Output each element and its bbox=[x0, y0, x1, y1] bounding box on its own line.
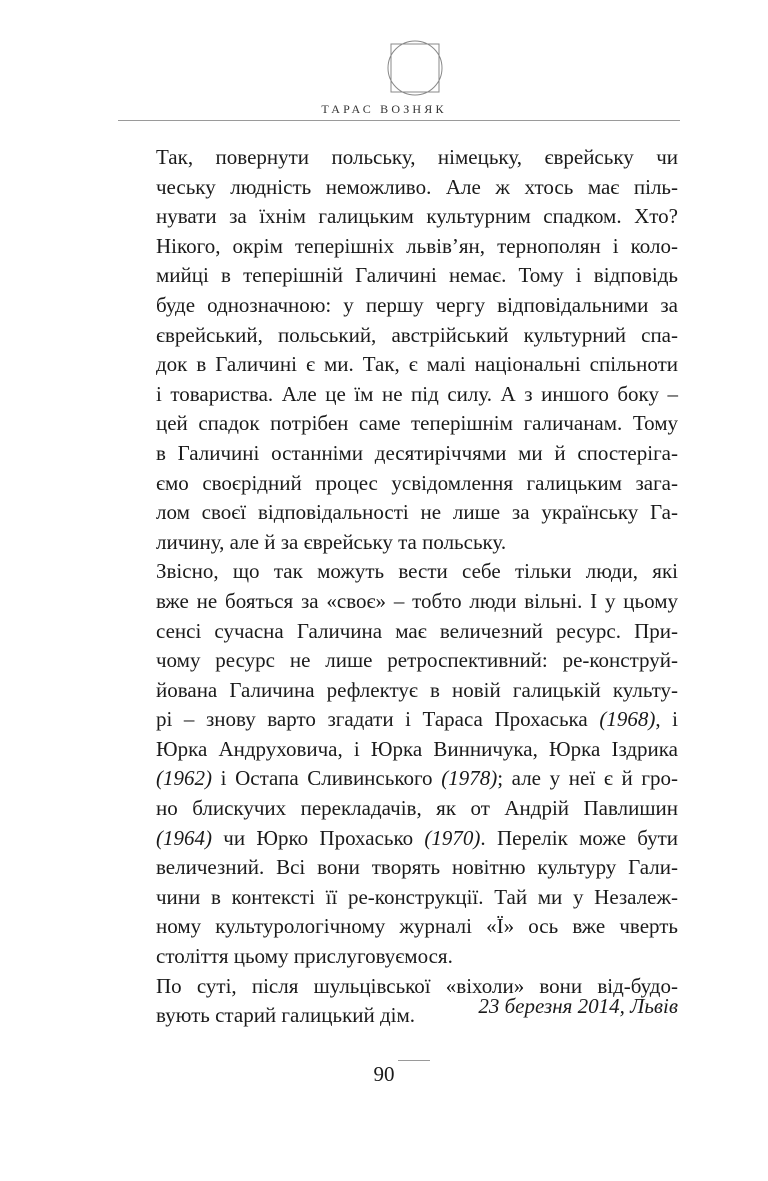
paragraph-2 bbox=[118, 557, 678, 971]
text-line: сенсі сучасна Галичина має величезний ресурс. При- bbox=[156, 618, 678, 643]
text-line: По суті, після шульцівської «віхоли» вони від-будо- bbox=[156, 973, 678, 998]
text-line: Нікого, окрім теперішніх львів’ян, тернополян і коло- bbox=[156, 233, 678, 258]
text-line: вже не бояться за «своє» – тобто люди вільні. І у цьому bbox=[156, 588, 678, 613]
date-place-signature: 23 березня 2014, Львів bbox=[478, 994, 678, 1018]
year-citation: (1978) bbox=[441, 766, 498, 791]
text-line: мийці в теперішній Галичині немає. Тому і відповідь bbox=[156, 263, 678, 288]
text-line: єврейський, польський, австрійський культурний спа- bbox=[156, 322, 678, 347]
text-line: Юрка Андруховича, і Юрка Винничука, Юрка Іздрика bbox=[156, 736, 678, 761]
running-header-title: ТАРАС ВОЗНЯК bbox=[321, 102, 447, 116]
text-line: ємо своєрідний процес усвідомлення галицьким зага- bbox=[156, 470, 678, 495]
text-line: величезний. Всі вони творять новітню культуру Гали- bbox=[156, 855, 678, 880]
text-line: століття цьому прислуговуємося. bbox=[156, 944, 453, 969]
text-line bbox=[118, 764, 678, 794]
text-line: но блискучих перекладачів, як от Андрій Павлишин bbox=[156, 796, 678, 821]
text-line: чому ресурс не лише ретроспективний: ре-конструй- bbox=[156, 648, 678, 673]
text-line: Звісно, що так можуть вести себе тільки люди, які bbox=[156, 559, 678, 584]
page-number: 90 bbox=[373, 1062, 395, 1086]
text-line: буде однозначною: у першу чергу відповідальними за bbox=[156, 292, 678, 317]
text-segment: і Остапа Сливинського bbox=[212, 766, 442, 791]
text-segment: чи Юрко Прохасько bbox=[212, 825, 425, 850]
text-line: в Галичині останніми десятиріччями ми й спостеріга- bbox=[156, 440, 678, 465]
text-line: личину, але й за єврейську та польську. bbox=[156, 529, 507, 554]
text-line: лом своєї відповідальності не лише за українську Га- bbox=[156, 500, 678, 525]
text-segment: . Перелік може бути bbox=[480, 825, 678, 850]
text-line: цей спадок потрібен саме теперішнім галичанам. Тому bbox=[156, 411, 678, 436]
text-segment: рі – знову варто згадати і Тараса Прохаська bbox=[156, 707, 600, 732]
text-line: йована Галичина рефлектує в новій галицькій культу- bbox=[156, 677, 678, 702]
year-citation: (1970) bbox=[424, 825, 481, 850]
body-text bbox=[118, 143, 678, 1031]
text-segment: , і bbox=[655, 707, 678, 732]
paragraph-1 bbox=[118, 143, 678, 557]
folio-rule bbox=[398, 1060, 430, 1061]
text-line bbox=[118, 705, 678, 735]
text-line: вують старий галицький дім. bbox=[156, 1003, 416, 1028]
text-segment: ; але у неї є й гро- bbox=[497, 766, 678, 791]
text-line: чеську людність неможливо. Але ж хтось має піль- bbox=[156, 174, 678, 199]
year-citation: (1964) bbox=[156, 825, 212, 850]
text-line: нувати за їхнім галицьким культурним спадком. Хто? bbox=[156, 204, 678, 229]
text-line: Так, повернути польську, німецьку, єврейську чи bbox=[156, 145, 678, 169]
header-rule bbox=[118, 120, 680, 121]
text-line: чини в контексті її ре-конструкції. Тай ми у Незалеж- bbox=[156, 884, 678, 909]
year-citation: (1968) bbox=[599, 707, 656, 732]
text-line: і товариства. Але це їм не під силу. А з иншого боку – bbox=[156, 381, 678, 406]
text-line: док в Галичині є ми. Так, є малі національні спільноти bbox=[156, 352, 678, 377]
circle-square-emblem-icon bbox=[385, 38, 445, 98]
text-line bbox=[118, 824, 678, 854]
text-line: ному культурологічному журналі «Ї» ось вже чверть bbox=[156, 914, 678, 939]
year-citation: (1962) bbox=[156, 766, 212, 791]
